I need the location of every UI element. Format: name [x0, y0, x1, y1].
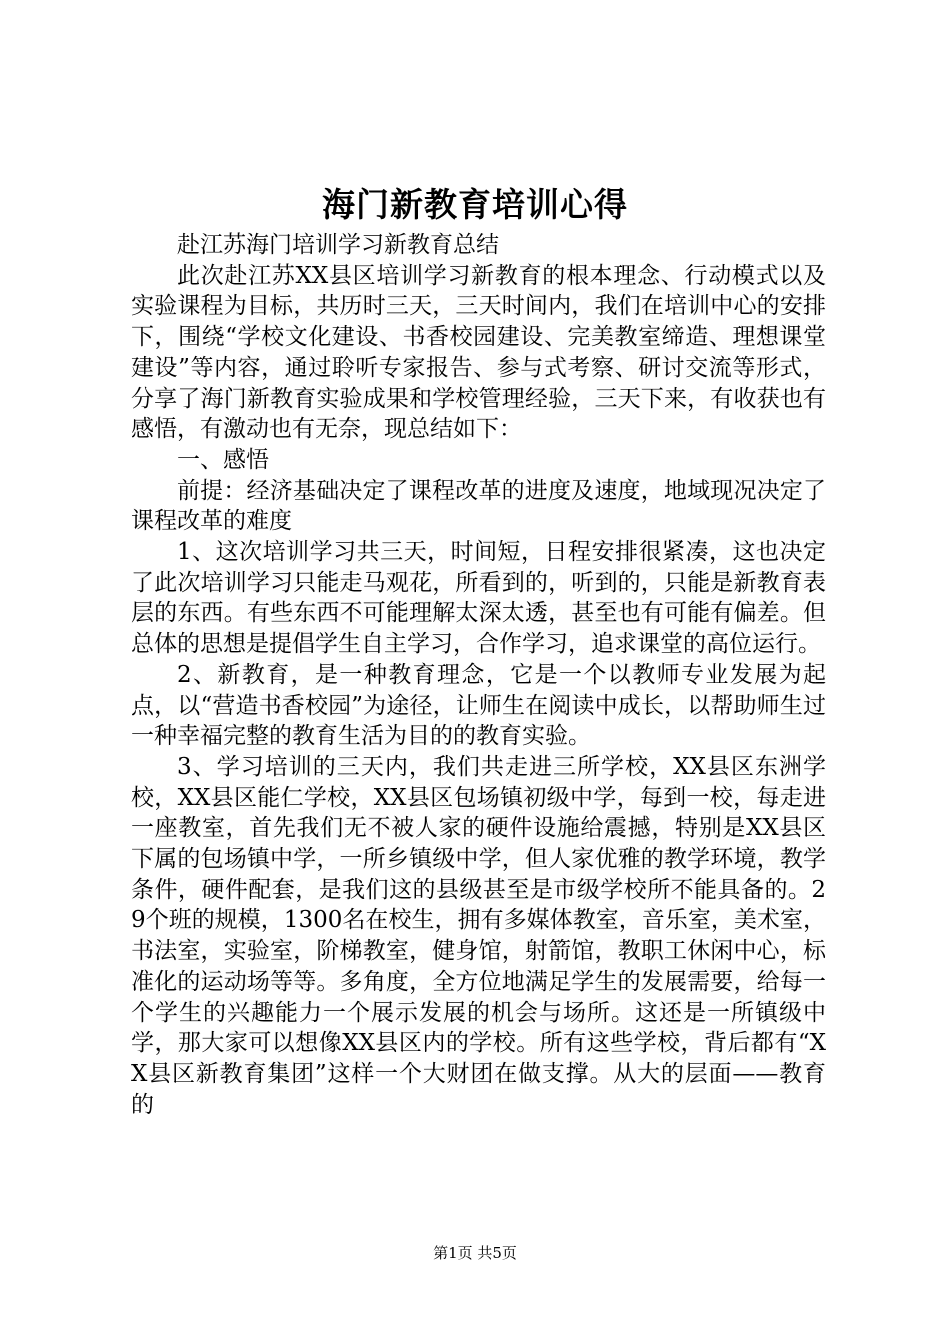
document-body: [131, 230, 826, 1120]
point-1-paragraph: 1、这次培训学习共三天，时间短，日程安排很紧凑，这也决定了此次培训学习只能走马观花，所看到的，听到的，只能是新教育表层的东西。有些东西不可能理解太深太透，甚至也有可能有偏差。但总体的思想是提倡学生自主学习，合作学习，追求课堂的高位运行。: [131, 539, 826, 658]
subtitle-paragraph: 赴江苏海门培训学习新教育总结: [177, 232, 499, 258]
section-heading: 一、感悟: [177, 446, 269, 473]
document-title: 海门新教育培训心得: [322, 185, 628, 224]
intro-paragraph: 此次赴江苏XX县区培训学习新教育的根本理念、行动模式以及实验课程为目标，共历时三天，三天时间内，我们在培训中心的安排下，围绕“学校文化建设、书香校园建设、完美教室缔造、理想课堂建设”等内容，通过聆听专家报告、参与式考察、研讨交流等形式，分享了海门新教育实验成果和学校管理经验，三天下来，有收获也有感悟，有激动也有无奈，现总结如下：: [131, 262, 826, 443]
point-2-paragraph: 2、新教育，是一种教育理念，它是一个以教师专业发展为起点，以“营造书香校园”为途径，让师生在阅读中成长，以帮助师生过一种幸福完整的教育生活为目的的教育实验。: [131, 661, 826, 750]
page-number-footer: 第1页 共5页: [433, 1244, 517, 1262]
premise-paragraph: 前提：经济基础决定了课程改革的进度及速度，地域现况决定了课程改革的难度: [131, 477, 826, 535]
point-3-paragraph: 3、学习培训的三天内，我们共走进三所学校，XX县区东洲学校，XX县区能仁学校，XX县区包场镇初级中学，每到一校，每走进一座教室，首先我们无不被人家的硬件设施给震撼，特别是XX县区下属的包场镇中学，一所乡镇级中学，但人家优雅的教学环境，教学条件，硬件配套，是我们这的县级甚至是市级学校所不能具备的。29个班的规模，1300名在校生，拥有多媒体教室，音乐室，美术室，书法室，实验室，阶梯教室，健身馆，射箭馆，教职工休闲中心，标准化的运动场等等。多角度，全方位地满足学生的发展需要，给每一个学生的兴趣能力一个展示发展的机会与场所。这还是一所镇级中学，那大家可以想像XX县区内的学校。所有这些学校，背后都有“XX县区新教育集团”这样一个大财团在做支撑。从大的层面——教育的: [131, 753, 826, 1118]
